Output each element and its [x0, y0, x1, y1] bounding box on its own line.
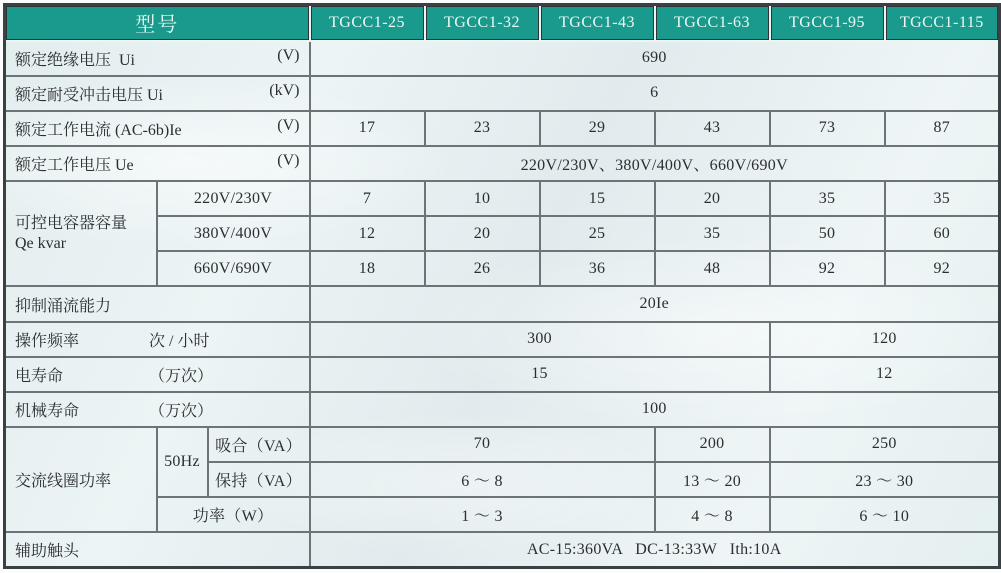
working-current-value: 23 — [425, 111, 540, 146]
coil-holding-value-2: 13 ～ 20 — [655, 462, 770, 497]
capacity-380v-value: 12 — [310, 216, 425, 251]
capacity-220v-value: 15 — [540, 181, 655, 216]
mechanical-life-unit: （万次） — [149, 402, 214, 420]
coil-pickup-value-2: 200 — [655, 427, 770, 462]
coil-power-value-1: 1 ～ 3 — [310, 497, 655, 532]
operating-frequency-unit: 次 / 小时 — [149, 332, 210, 350]
row-working-current — [5, 111, 1000, 146]
row-inrush-suppression — [5, 286, 1000, 321]
mechanical-life-label: 机械寿命 （万次） — [5, 392, 310, 427]
header-model-tgcc1-95: TGCC1-95 — [770, 5, 885, 41]
row-capacity-220v — [5, 181, 1000, 216]
working-current-unit: (V) — [277, 116, 300, 134]
electrical-life-label: 电寿命 （万次） — [5, 357, 310, 392]
capacity-660v-value: 26 — [425, 251, 540, 286]
capacity-380v-value: 35 — [655, 216, 770, 251]
capacity-660v-value: 36 — [540, 251, 655, 286]
header-row — [5, 5, 1000, 41]
working-current-value: 29 — [540, 111, 655, 146]
header-model-tgcc1-63: TGCC1-63 — [655, 5, 770, 41]
header-model-tgcc1-115: TGCC1-115 — [885, 5, 1000, 41]
header-model-tgcc1-32: TGCC1-32 — [425, 5, 540, 41]
capacitor-capacity-label: 可控电容器容量 Qe kvar — [5, 181, 157, 286]
capacity-220v-value: 7 — [310, 181, 425, 216]
capacity-660v-value: 92 — [885, 251, 1000, 286]
capacity-380v-sublabel: 380V/400V — [157, 216, 310, 251]
coil-holding-value-1: 6 ～ 8 — [310, 462, 655, 497]
coil-power-sublabel: 功率（W） — [157, 497, 310, 532]
row-impulse-voltage — [5, 76, 1000, 111]
operating-frequency-value-right: 120 — [770, 322, 1000, 357]
impulse-voltage-label: (kV) 额定耐受冲击电压 Ui — [5, 76, 310, 111]
insulation-voltage-value: 690 — [310, 41, 1000, 76]
working-voltage-label: (V) 额定工作电压 Ue — [5, 146, 310, 181]
capacity-660v-value: 48 — [655, 251, 770, 286]
capacity-220v-value: 10 — [425, 181, 540, 216]
coil-pickup-value-1: 70 — [310, 427, 655, 462]
insulation-voltage-label: (V) 额定绝缘电压 Ui — [5, 41, 310, 76]
coil-pickup-value-3: 250 — [770, 427, 1000, 462]
header-model-tgcc1-25: TGCC1-25 — [310, 5, 425, 41]
electrical-life-value-right: 12 — [770, 357, 1000, 392]
working-current-value: 87 — [885, 111, 1000, 146]
capacity-380v-value: 20 — [425, 216, 540, 251]
inrush-suppression-label: 抑制涌流能力 — [5, 286, 310, 321]
impulse-voltage-value: 6 — [310, 76, 1000, 111]
operating-frequency-value-left: 300 — [310, 322, 770, 357]
coil-power-value-2: 4 ～ 8 — [655, 497, 770, 532]
insulation-voltage-unit: (V) — [277, 46, 300, 64]
capacity-220v-sublabel: 220V/230V — [157, 181, 310, 216]
working-current-label: (V) 额定工作电流 (AC-6b)Ie — [5, 111, 310, 146]
inrush-suppression-value: 20Ie — [310, 286, 1000, 321]
coil-holding-value-3: 23 ～ 30 — [770, 462, 1000, 497]
capacity-220v-value: 20 — [655, 181, 770, 216]
coil-frequency-label: 50Hz — [157, 427, 208, 497]
electrical-life-value-left: 15 — [310, 357, 770, 392]
capacity-220v-value: 35 — [885, 181, 1000, 216]
auxiliary-contact-label: 辅助触头 — [5, 532, 310, 567]
working-voltage-unit: (V) — [277, 152, 300, 170]
header-model-label: 型号 — [5, 5, 310, 41]
row-working-voltage — [5, 146, 1000, 181]
capacity-380v-value: 60 — [885, 216, 1000, 251]
capacity-660v-value: 18 — [310, 251, 425, 286]
tgcc1-spec-table — [3, 3, 1001, 569]
capacity-380v-value: 25 — [540, 216, 655, 251]
working-voltage-value: 220V/230V、380V/400V、660V/690V — [310, 146, 1000, 181]
row-coil-pickup — [5, 427, 1000, 462]
auxiliary-contact-value: AC-15:360VA DC-13:33W Ith:10A — [310, 532, 1000, 567]
row-electrical-life — [5, 357, 1000, 392]
capacity-660v-value: 92 — [770, 251, 885, 286]
row-operating-frequency — [5, 322, 1000, 357]
row-auxiliary-contact — [5, 532, 1000, 567]
working-current-value: 43 — [655, 111, 770, 146]
mechanical-life-value: 100 — [310, 392, 1000, 427]
coil-holding-sublabel: 保持（VA） — [208, 462, 310, 497]
ac-coil-power-label: 交流线圈功率 — [5, 427, 157, 532]
coil-power-value-3: 6 ～ 10 — [770, 497, 1000, 532]
capacity-380v-value: 50 — [770, 216, 885, 251]
row-mechanical-life — [5, 392, 1000, 427]
working-current-value: 73 — [770, 111, 885, 146]
coil-pickup-sublabel: 吸合（VA） — [208, 427, 310, 462]
capacity-220v-value: 35 — [770, 181, 885, 216]
operating-frequency-label: 操作频率 次 / 小时 — [5, 322, 310, 357]
row-insulation-voltage — [5, 41, 1000, 76]
capacity-660v-sublabel: 660V/690V — [157, 251, 310, 286]
electrical-life-unit: （万次） — [149, 367, 214, 385]
impulse-voltage-unit: (kV) — [269, 81, 300, 99]
header-model-tgcc1-43: TGCC1-43 — [540, 5, 655, 41]
working-current-value: 17 — [310, 111, 425, 146]
